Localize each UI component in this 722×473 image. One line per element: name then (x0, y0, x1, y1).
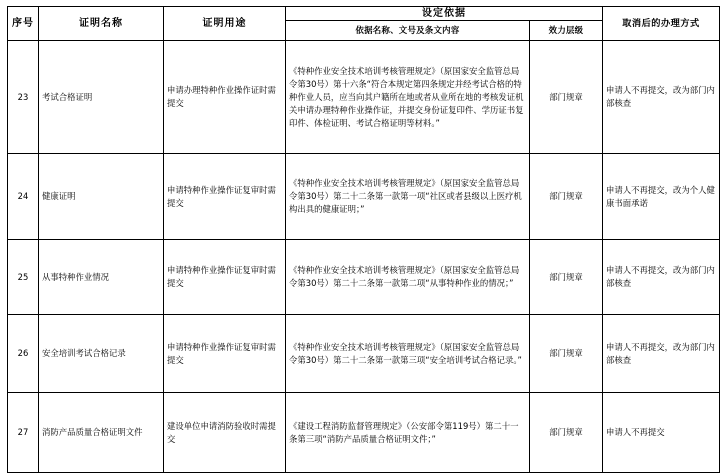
header-basis: 设定依据 (286, 7, 603, 21)
row-after: 申请人不再提交，改为部门内部核查 (603, 240, 720, 315)
row-name: 健康证明 (39, 154, 164, 240)
table-row (8, 154, 720, 240)
table-row (8, 240, 720, 315)
row-seq: 25 (8, 240, 39, 315)
table-row (8, 315, 720, 393)
row-level: 部门规章 (530, 240, 603, 315)
row-seq: 26 (8, 315, 39, 393)
row-basis: 《特种作业安全技术培训考核管理规定》（原国家安全监管总局令第30号）第十六条“符合本规定第四条规定并经考试合格的特种作业人员，应当向其户籍所在地或者从业所在地的考核发证机关申请办理特种作业操作证，并提交身份证复印件、学历证书复印件、体检证明、考试合格证明等材料。” (286, 41, 530, 154)
header-purpose: 证明用途 (164, 7, 286, 41)
header-name: 证明名称 (39, 7, 164, 41)
header-row-top (8, 7, 720, 21)
row-purpose: 申请特种作业操作证复审时需提交 (164, 154, 286, 240)
row-after: 申请人不再提交 (603, 393, 720, 473)
row-basis: 《特种作业安全技术培训考核管理规定》（原国家安全监管总局令第30号）第二十二条第一款第三项“安全培训考试合格记录。” (286, 315, 530, 393)
row-name: 消防产品质量合格证明文件 (39, 393, 164, 473)
row-level: 部门规章 (530, 315, 603, 393)
row-name: 安全培训考试合格记录 (39, 315, 164, 393)
row-name: 从事特种作业情况 (39, 240, 164, 315)
row-after: 申请人不再提交，改为部门内部核查 (603, 41, 720, 154)
row-seq: 23 (8, 41, 39, 154)
row-after: 申请人不再提交，改为部门内部核查 (603, 315, 720, 393)
row-purpose: 申请特种作业操作证复审时需提交 (164, 240, 286, 315)
header-after: 取消后的办理方式 (603, 7, 720, 41)
row-basis: 《特种作业安全技术培训考核管理规定》（原国家安全监管总局令第30号）第二十二条第一款第二项“从事特种作业的情况；” (286, 240, 530, 315)
row-after: 申请人不再提交，改为个人健康书面承诺 (603, 154, 720, 240)
table-row (8, 393, 720, 473)
certificate-table (7, 6, 720, 473)
row-basis: 《建设工程消防监督管理规定》（公安部令第119号）第二十一条第三项“消防产品质量合格证明文件；” (286, 393, 530, 473)
row-purpose: 申请办理特种作业操作证时需提交 (164, 41, 286, 154)
header-basis-content: 依据名称、文号及条文内容 (286, 21, 530, 41)
row-level: 部门规章 (530, 41, 603, 154)
header-level: 效力层级 (530, 21, 603, 41)
row-basis: 《特种作业安全技术培训考核管理规定》（原国家安全监管总局令第30号）第二十二条第一款第一项“社区或者县级以上医疗机构出具的健康证明；” (286, 154, 530, 240)
row-level: 部门规章 (530, 393, 603, 473)
row-seq: 24 (8, 154, 39, 240)
row-level: 部门规章 (530, 154, 603, 240)
row-purpose: 建设单位申请消防验收时需提交 (164, 393, 286, 473)
row-name: 考试合格证明 (39, 41, 164, 154)
header-seq: 序号 (8, 7, 39, 41)
row-purpose: 申请特种作业操作证复审时需提交 (164, 315, 286, 393)
table-row (8, 41, 720, 154)
row-seq: 27 (8, 393, 39, 473)
